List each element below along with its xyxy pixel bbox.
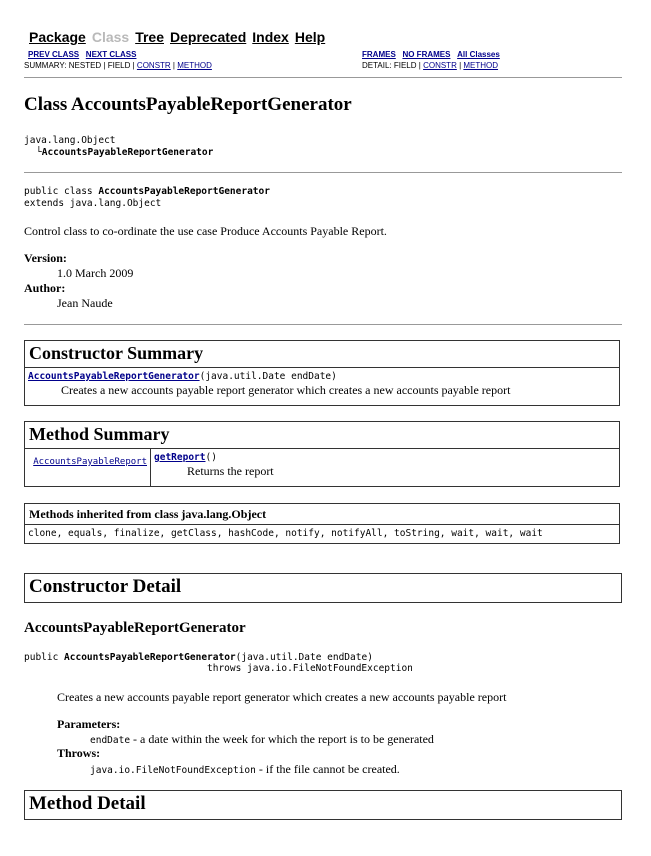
detail-method-link[interactable]: METHOD [463, 61, 499, 70]
method-summary-table [24, 421, 620, 487]
method-return-cell [25, 449, 151, 486]
next-class-link[interactable]: NEXT CLASS [85, 50, 137, 59]
nav-class-current: Class [91, 29, 130, 45]
constructor-detail-name: AccountsPayableReportGenerator [24, 620, 246, 636]
version-label-text: Version: [24, 251, 67, 265]
method-summary-title: Method Summary [25, 422, 619, 449]
constructor-summary-desc: Creates a new accounts payable report generator which creates a new accounts payable report [61, 383, 511, 397]
nav-tree-link[interactable]: Tree [135, 29, 164, 45]
summary-method-link[interactable]: METHOD [177, 61, 212, 70]
detail-nav [362, 61, 498, 70]
throws-label [57, 746, 100, 761]
version-value: 1.0 March 2009 [57, 266, 134, 280]
frames-nav [362, 50, 500, 59]
hierarchy-parent: java.lang.Object [24, 135, 116, 146]
params-label [57, 717, 120, 732]
method-params: () [205, 452, 217, 463]
param-entry [90, 732, 434, 747]
version-label [24, 251, 67, 266]
tree-branch-icon: └ [36, 147, 42, 158]
detail-prefix: DETAIL: FIELD | [362, 61, 424, 70]
page-title: Class AccountsPayableReportGenerator [24, 94, 352, 115]
divider [24, 172, 622, 173]
hierarchy-child: AccountsPayableReportGenerator [41, 147, 214, 158]
constructor-summary-row [25, 368, 619, 398]
method-sig-cell [151, 449, 277, 486]
summary-sep: | [170, 61, 178, 70]
class-description: Control class to co-ordinate the use case Produce Accounts Payable Report. [24, 224, 387, 238]
throws-name: java.io.FileNotFoundException [90, 765, 256, 776]
summary-nav [24, 61, 212, 70]
constructor-summary-table [24, 340, 620, 406]
inherited-title: Methods inherited from class java.lang.Object [25, 504, 619, 525]
decl-class-name: AccountsPayableReportGenerator [98, 186, 270, 197]
author-label [24, 281, 65, 296]
get-report-link[interactable]: getReport [154, 452, 206, 463]
params-label-text: Parameters: [57, 717, 121, 731]
detail-constr-link[interactable]: CONSTR [423, 61, 457, 70]
constructor-summary-sig [28, 371, 616, 382]
sig-name: AccountsPayableReportGenerator [64, 652, 236, 663]
nav-row [28, 29, 628, 45]
sig-params: (java.util.Date endDate) [235, 652, 373, 663]
all-classes-link[interactable]: All Classes [457, 50, 500, 59]
method-signature [154, 452, 274, 463]
prev-class-link[interactable]: PREV CLASS [28, 50, 80, 59]
nav-index-link[interactable]: Index [252, 29, 289, 45]
summary-constr-link[interactable]: CONSTR [136, 61, 171, 70]
prev-next-nav [28, 50, 136, 59]
class-declaration-line2: extends java.lang.Object [24, 198, 162, 209]
constructor-params: (java.util.Date endDate) [199, 371, 337, 382]
author-value: Jean Naude [57, 296, 113, 310]
constructor-detail-sig [24, 652, 373, 663]
constructor-detail-title: Constructor Detail [24, 573, 622, 603]
constructor-throws-line: throws java.io.FileNotFoundException [207, 663, 413, 674]
param-desc: - a date within the week for which the report is to be generated [130, 732, 434, 746]
param-name: endDate [90, 735, 131, 746]
method-detail-title: Method Detail [24, 790, 622, 820]
decl-prefix: public class [24, 186, 99, 197]
throws-label-text: Throws: [57, 746, 101, 760]
no-frames-link[interactable]: NO FRAMES [402, 50, 451, 59]
throws-entry [90, 762, 400, 777]
method-summary-desc: Returns the report [187, 464, 274, 478]
inherited-methods-list: clone, equals, finalize, getClass, hashCode, notify, notifyAll, toString, wait, wait, wait [28, 528, 543, 539]
method-summary-row [25, 449, 619, 486]
frames-link[interactable]: FRAMES [362, 50, 396, 59]
nav-help-link[interactable]: Help [294, 29, 326, 45]
constructor-summary-title: Constructor Summary [25, 341, 619, 368]
divider [24, 77, 622, 78]
top-navbar [28, 29, 628, 45]
hierarchy-child-row [36, 147, 213, 158]
nav-deprecated-link[interactable]: Deprecated [170, 29, 247, 45]
sig-prefix: public [24, 652, 65, 663]
summary-prefix: SUMMARY: NESTED | FIELD | [24, 61, 137, 70]
throws-desc: - if the file cannot be created. [255, 762, 400, 776]
return-type-link[interactable]: AccountsPayableReport [33, 457, 147, 467]
constructor-link[interactable]: AccountsPayableReportGenerator [28, 371, 200, 382]
class-declaration-line1 [24, 186, 270, 197]
detail-sep: | [456, 61, 464, 70]
constructor-detail-desc: Creates a new accounts payable report generator which creates a new accounts payable report [57, 690, 507, 704]
inherited-methods-table [24, 503, 620, 544]
author-label-text: Author: [24, 281, 66, 295]
divider [24, 324, 622, 325]
nav-package-link[interactable]: Package [29, 29, 86, 45]
